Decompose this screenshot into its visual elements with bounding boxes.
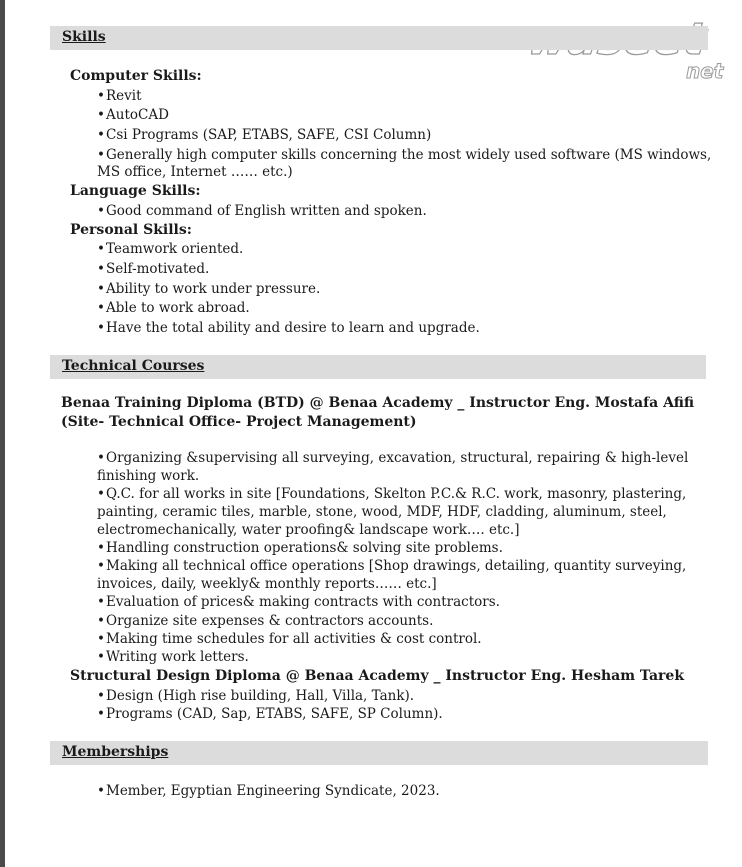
skills-title: Skills <box>62 29 106 45</box>
list-item-continuation: MS office, Internet …… etc.) <box>97 164 293 180</box>
list-item-continuation: electromechanically, water proofing& landscape work…. etc.] <box>97 522 520 538</box>
list-item: • Revit <box>97 87 142 105</box>
language-skills-heading: Language Skills: <box>70 183 201 199</box>
list-item: • Writing work letters. <box>97 648 249 666</box>
page-edge <box>0 0 5 867</box>
list-item-continuation: invoices, daily, weekly& monthly reports…… etc.] <box>97 576 437 592</box>
list-item: • Self-motivated. <box>97 260 209 278</box>
list-item: • Good command of English written and spoken. <box>97 202 427 220</box>
list-item: • Design (High rise building, Hall, Villa, Tank). <box>97 687 414 705</box>
list-item: • Teamwork oriented. <box>97 240 243 258</box>
list-item: • Organizing &supervising all surveying, excavation, structural, repairing & high-level <box>97 449 688 467</box>
courses-section-header <box>50 355 706 379</box>
structural-course-title: Structural Design Diploma @ Benaa Academy _ Instructor Eng. Hesham Tarek <box>70 668 685 684</box>
btd-course-title: Benaa Training Diploma (BTD) @ Benaa Academy _ Instructor Eng. Mostafa Afifi <box>61 395 695 411</box>
computer-skills-heading: Computer Skills: <box>70 68 202 84</box>
list-item-continuation: finishing work. <box>97 468 200 484</box>
list-item: • Making time schedules for all activities & cost control. <box>97 630 482 648</box>
list-item: • Making all technical office operations [Shop drawings, detailing, quantity surveying, <box>97 557 686 575</box>
list-item: • Programs (CAD, Sap, ETABS, SAFE, SP Column). <box>97 705 443 723</box>
btd-course-subtitle: (Site- Technical Office- Project Management) <box>61 414 417 430</box>
list-item-continuation: painting, ceramic tiles, marble, stone, wood, MDF, HDF, cladding, aluminum, steel, <box>97 504 667 520</box>
memberships-title: Memberships <box>62 744 169 760</box>
list-item: • AutoCAD <box>97 106 169 124</box>
list-item: • Csi Programs (SAP, ETABS, SAFE, CSI Column) <box>97 126 431 144</box>
list-item: • Ability to work under pressure. <box>97 280 320 298</box>
skills-section-header <box>50 26 708 50</box>
list-item: • Able to work abroad. <box>97 299 250 317</box>
list-item: • Organize site expenses & contractors accounts. <box>97 612 433 630</box>
list-item: • Have the total ability and desire to learn and upgrade. <box>97 319 480 337</box>
list-item: • Evaluation of prices& making contracts with contractors. <box>97 593 500 611</box>
courses-title: Technical Courses <box>62 358 205 374</box>
memberships-section-header <box>50 741 708 765</box>
list-item: • Generally high computer skills concerning the most widely used software (MS windows, <box>97 146 711 164</box>
list-item: • Handling construction operations& solving site problems. <box>97 539 503 557</box>
list-item: • Q.C. for all works in site [Foundations, Skelton P.C.& R.C. work, masonry, plastering, <box>97 485 686 503</box>
watermark-suffix: net <box>686 59 724 82</box>
list-item: • Member, Egyptian Engineering Syndicate, 2023. <box>97 782 440 800</box>
personal-skills-heading: Personal Skills: <box>70 222 192 238</box>
